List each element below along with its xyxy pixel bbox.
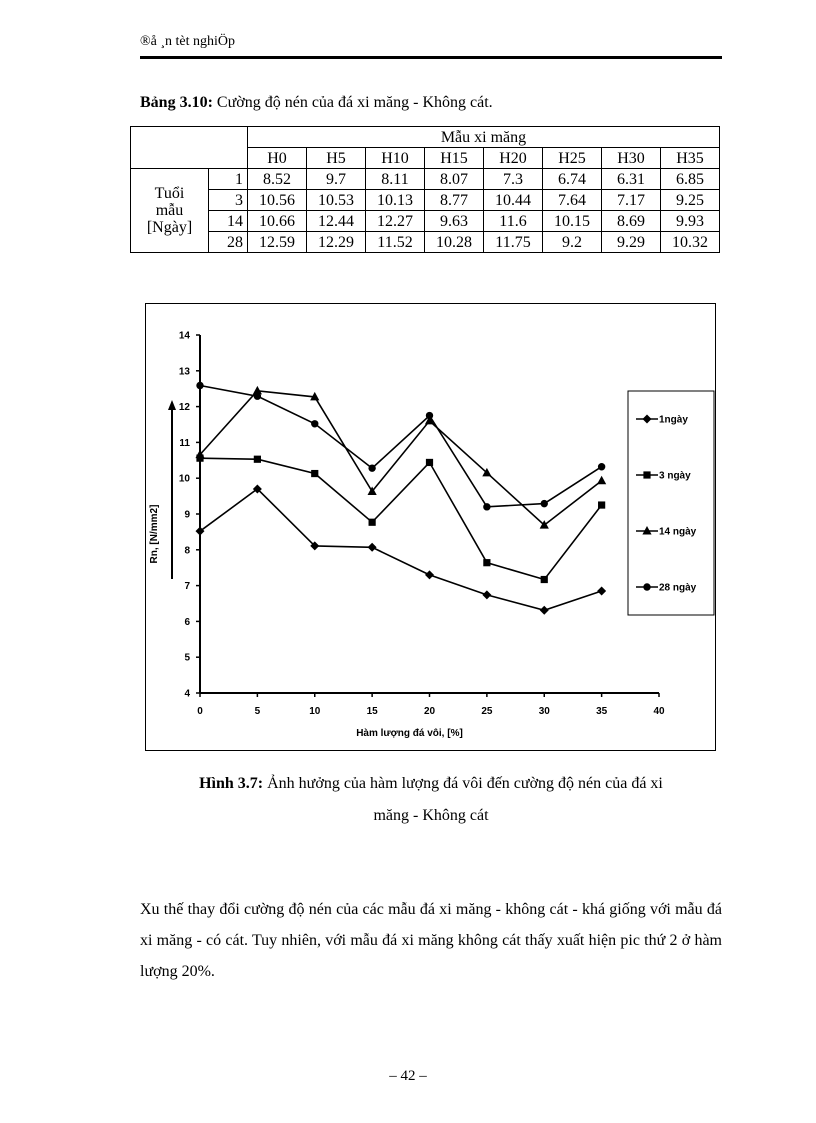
age-cell: 1 <box>209 169 248 190</box>
data-point <box>311 470 318 477</box>
legend-marker <box>643 583 650 590</box>
table-cell: 7.17 <box>602 190 661 211</box>
legend-label: 28 ngày <box>659 582 697 594</box>
data-point <box>540 606 549 615</box>
table-cell: 7.64 <box>543 190 602 211</box>
row-header-age <box>131 169 209 253</box>
data-point <box>254 456 261 463</box>
table-cell: 11.6 <box>484 211 543 232</box>
row-header-line: [Ngày] <box>146 219 193 236</box>
col-header: H35 <box>661 148 720 169</box>
y-tick-label: 8 <box>184 545 190 557</box>
table-cell: 9.2 <box>543 232 602 253</box>
table-cell: 6.85 <box>661 169 720 190</box>
data-point <box>369 519 376 526</box>
figure-caption-line-1 <box>140 768 722 800</box>
data-point <box>368 464 375 471</box>
table-group-header: Mẫu xi măng <box>248 127 720 148</box>
legend-label: 1ngày <box>659 414 688 426</box>
data-point <box>426 412 433 419</box>
row-header-line: Tuổi <box>154 185 185 202</box>
x-tick-label: 15 <box>366 706 378 717</box>
x-tick-label: 35 <box>596 706 608 717</box>
table-cell: 6.31 <box>602 169 661 190</box>
table-cell: 12.44 <box>307 211 366 232</box>
x-tick-label: 10 <box>309 706 321 717</box>
x-axis-label: Hàm lượng đá vôi, [%] <box>356 728 463 739</box>
x-tick-label: 25 <box>481 706 493 717</box>
table-caption-text: Cường độ nén của đá xi măng - Không cát. <box>212 94 493 111</box>
y-tick-label: 7 <box>184 581 190 593</box>
y-tick-label: 11 <box>179 437 190 449</box>
data-point <box>368 543 377 552</box>
table-cell: 9.7 <box>307 169 366 190</box>
data-point <box>541 500 548 507</box>
col-header: H25 <box>543 148 602 169</box>
table-corner <box>131 127 248 169</box>
compressive-strength-table <box>130 126 720 253</box>
col-header: H5 <box>307 148 366 169</box>
figure-caption-text: Ảnh hưởng của hàm lượng đá vôi đến cường độ nén của đá xi <box>263 775 663 792</box>
data-point <box>426 459 433 466</box>
y-tick-label: 10 <box>178 473 190 485</box>
table-cell: 12.27 <box>366 211 425 232</box>
table-cell: 10.56 <box>248 190 307 211</box>
table-cell: 10.32 <box>661 232 720 253</box>
data-point <box>598 463 605 470</box>
col-header: H0 <box>248 148 307 169</box>
table-cell: 10.28 <box>425 232 484 253</box>
legend-marker <box>643 471 650 478</box>
data-point <box>425 570 434 579</box>
page-number: – 42 – <box>389 1068 427 1084</box>
table-caption-label: Bảng 3.10: <box>140 94 213 111</box>
chart-frame <box>145 303 716 751</box>
table-cell: 9.93 <box>661 211 720 232</box>
table-cell: 11.75 <box>484 232 543 253</box>
table-cell: 11.52 <box>366 232 425 253</box>
table-cell: 6.74 <box>543 169 602 190</box>
table-cell: 12.29 <box>307 232 366 253</box>
x-tick-label: 0 <box>197 706 203 717</box>
age-cell: 3 <box>209 190 248 211</box>
data-point <box>482 590 491 599</box>
y-tick-label: 9 <box>184 509 190 521</box>
col-header: H30 <box>602 148 661 169</box>
data-point <box>311 420 318 427</box>
x-tick-label: 5 <box>254 706 261 717</box>
table-cell: 12.59 <box>248 232 307 253</box>
x-tick-label: 20 <box>423 706 436 717</box>
table-cell: 10.53 <box>307 190 366 211</box>
data-point <box>196 382 203 389</box>
table-caption <box>140 94 493 112</box>
data-point <box>597 476 606 485</box>
table-cell: 8.52 <box>248 169 307 190</box>
data-point <box>597 586 606 595</box>
table-cell: 8.69 <box>602 211 661 232</box>
y-tick-label: 5 <box>184 652 190 664</box>
y-tick-label: 12 <box>178 402 190 414</box>
table-cell: 8.07 <box>425 169 484 190</box>
legend-label: 3 ngày <box>659 470 691 482</box>
series-line-1 <box>200 489 602 610</box>
table-cell: 10.66 <box>248 211 307 232</box>
data-point <box>483 559 490 566</box>
line-chart <box>146 304 715 750</box>
y-tick-label: 4 <box>184 688 190 700</box>
age-cell: 28 <box>209 232 248 253</box>
table-cell: 10.44 <box>484 190 543 211</box>
table-cell: 10.13 <box>366 190 425 211</box>
col-header: H15 <box>425 148 484 169</box>
y-tick-label: 6 <box>184 616 190 628</box>
table-cell: 10.15 <box>543 211 602 232</box>
row-header-line: mẫu <box>155 202 184 219</box>
col-header: H10 <box>366 148 425 169</box>
y-tick-label: 13 <box>178 366 190 378</box>
age-cell: 14 <box>209 211 248 232</box>
col-header: H20 <box>484 148 543 169</box>
data-point <box>483 503 490 510</box>
data-point <box>254 393 261 400</box>
legend-label: 14 ngày <box>659 526 697 538</box>
header-rule <box>140 56 722 59</box>
figure-caption-line-2: măng - Không cát <box>373 807 489 824</box>
y-axis-arrow-head <box>168 400 176 410</box>
y-axis-label: Rn, [N/mm2] <box>149 504 160 564</box>
x-tick-label: 40 <box>653 706 665 717</box>
table-cell: 9.29 <box>602 232 661 253</box>
table-cell: 8.77 <box>425 190 484 211</box>
figure-caption-label: Hình 3.7: <box>199 775 264 792</box>
table-cell: 9.25 <box>661 190 720 211</box>
data-point <box>541 576 548 583</box>
running-header: ®å ¸n tèt nghiÖp <box>140 34 236 49</box>
data-point <box>598 501 605 508</box>
table-cell: 7.3 <box>484 169 543 190</box>
x-tick-label: 30 <box>538 706 550 717</box>
table-cell: 8.11 <box>366 169 425 190</box>
figure-caption <box>140 768 722 832</box>
table-cell: 9.63 <box>425 211 484 232</box>
body-paragraph: Xu thế thay đổi cường độ nén của các mẫu đá xi măng - không cát - khá giống với mẫu đá xi măng - có cát. Tuy nhiên, với mẫu đá xi măng không cát thấy xuất hiện pic thứ 2 ở hàm lượng 20%. <box>140 901 722 980</box>
y-tick-label: 14 <box>178 330 190 342</box>
